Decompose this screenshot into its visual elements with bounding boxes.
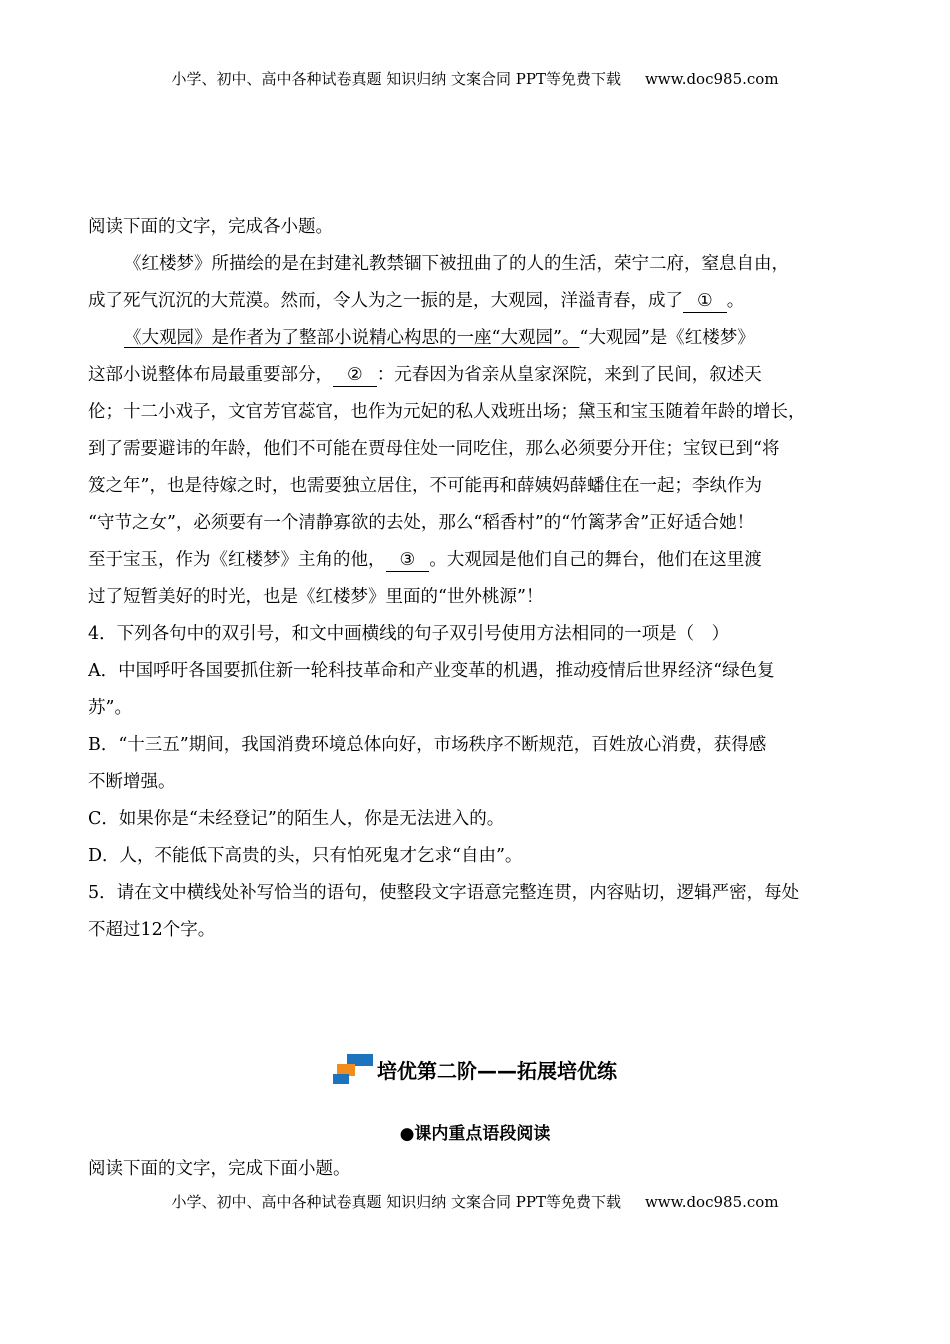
passage-line: 笈之年”，也是待嫁之时，也需要独立居住，不可能再和薛姨妈薛蟠住在一起；李纨作为 bbox=[88, 476, 762, 496]
question-4-stem: 4．下列各句中的双引号，和文中画横线的句子双引号使用方法相同的一项是（ ） bbox=[88, 624, 730, 644]
section-badge-icon bbox=[333, 1052, 373, 1086]
passage-line: 到了需要避讳的年龄，他们不可能在贾母住处一同吃住，那么必须要分开住；宝钗已到“将 bbox=[88, 439, 780, 459]
passage-text: “大观园”是《红楼梦》 bbox=[579, 328, 755, 348]
passage-line: “守节之女”，必须要有一个清静寡欲的去处，那么“稻香村”的“竹篱茅舍”正好适合她！ bbox=[88, 513, 755, 533]
option-a-cont: 苏”。 bbox=[88, 698, 132, 718]
header-text: 小学、初中、高中各种试卷真题 知识归纳 文案合同 PPT等免费下载 bbox=[171, 70, 621, 88]
passage-line bbox=[88, 286, 863, 323]
option-d: D．人，不能低下高贵的头，只有怕死鬼才乞求“自由”。 bbox=[88, 846, 523, 866]
section-title: 培优第二阶——拓展培优练 bbox=[377, 1058, 617, 1083]
passage-text: 。 bbox=[726, 291, 745, 311]
blank-1: ① bbox=[683, 290, 727, 313]
blank-2: ② bbox=[333, 364, 377, 387]
passage-line: 伦；十二小戏子，文官芳官蕊官，也作为元妃的私人戏班出场；黛玉和宝玉随着年龄的增长， bbox=[88, 402, 806, 422]
section-intro: 阅读下面的文字，完成下面小题。 bbox=[88, 1159, 351, 1179]
passage-line bbox=[88, 545, 863, 582]
section-heading bbox=[0, 1052, 950, 1086]
blank-3: ③ bbox=[386, 549, 430, 572]
header-url[interactable]: www.doc985.com bbox=[644, 70, 779, 88]
option-b: B．“十三五”期间，我国消费环境总体向好，市场秩序不断规范，百姓放心消费，获得感 bbox=[88, 735, 767, 755]
question-5-cont: 不超过12个字。 bbox=[88, 920, 216, 940]
passage-text: ：元春因为省亲从皇家深院，来到了民间，叙述天 bbox=[376, 365, 762, 385]
question-5-stem: 5．请在文中横线处补写恰当的语句，使整段文字语意完整连贯，内容贴切，逻辑严密，每处 bbox=[88, 883, 800, 903]
passage-text: 这部小说整体布局最重要部分， bbox=[88, 365, 333, 385]
passage-text: 至于宝玉，作为《红楼梦》主角的他， bbox=[88, 550, 386, 570]
passage-line bbox=[88, 323, 863, 360]
intro-line: 阅读下面的文字，完成各小题。 bbox=[88, 217, 333, 237]
option-b-cont: 不断增强。 bbox=[88, 772, 176, 792]
passage-line: 过了短暂美好的时光，也是《红楼梦》里面的“世外桃源”！ bbox=[88, 587, 544, 607]
footer-text: 小学、初中、高中各种试卷真题 知识归纳 文案合同 PPT等免费下载 bbox=[171, 1193, 621, 1211]
passage-line bbox=[88, 360, 863, 397]
page-header bbox=[0, 68, 950, 89]
passage-text: 。大观园是他们自己的舞台，他们在这里渡 bbox=[429, 550, 762, 570]
underlined-sentence: 《大观园》是作者为了整部小说精心构思的一座“大观园”。 bbox=[124, 328, 580, 348]
passage-text: 成了死气沉沉的大荒漠。然而，令人为之一振的是，大观园，洋溢青春，成了 bbox=[88, 291, 683, 311]
option-c: C．如果你是“未经登记”的陌生人，你是无法进入的。 bbox=[88, 809, 505, 829]
passage-line: 《红楼梦》所描绘的是在封建礼教禁锢下被扭曲了的人的生活，荣宁二府，窒息自由， bbox=[124, 254, 789, 274]
section-subtitle: ●课内重点语段阅读 bbox=[399, 1124, 551, 1144]
footer-url[interactable]: www.doc985.com bbox=[644, 1193, 779, 1211]
option-a: A．中国呼吁各国要抓住新一轮科技革命和产业变革的机遇，推动疫情后世界经济“绿色复 bbox=[88, 661, 775, 681]
document-body bbox=[88, 212, 863, 952]
page-footer bbox=[0, 1191, 950, 1212]
